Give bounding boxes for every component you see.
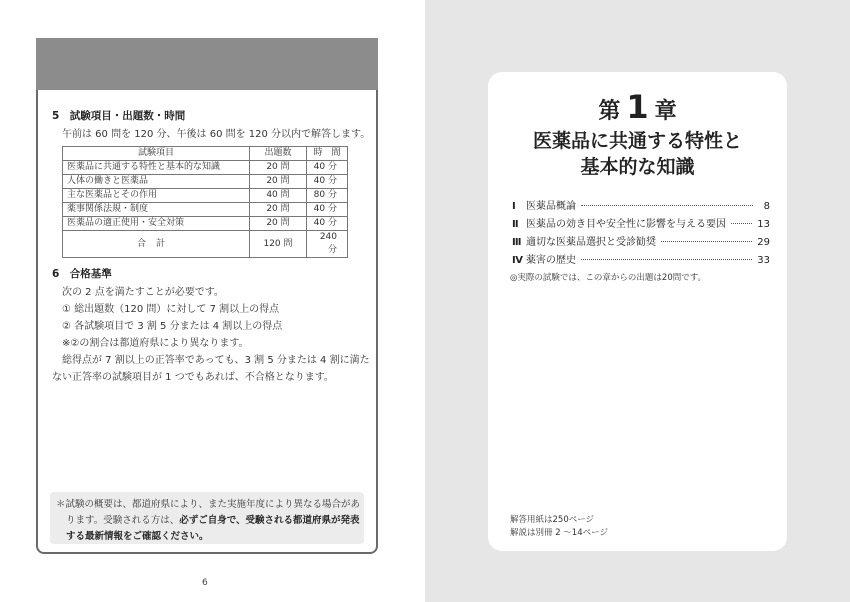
toc-page: 8 [763, 201, 770, 212]
table-cell: 人体の働きと医薬品 [63, 175, 250, 189]
table-cell: 40 分 [307, 203, 348, 217]
criteria-line: ない正答率の試験項目が 1 つでもあれば、不合格となります。 [52, 372, 334, 383]
toc-item[interactable] [512, 233, 770, 249]
chapter-title: 医薬品に共通する特性と [532, 130, 742, 152]
toc-title: 薬害の歴史 [526, 255, 576, 266]
toc-numeral: Ⅳ [512, 255, 523, 266]
chapter-number: 1 [626, 88, 649, 126]
exam-info-box [36, 38, 378, 554]
answer-sheet-note: 解答用紙は250ページ [510, 515, 595, 525]
toc-page: 33 [757, 255, 770, 266]
toc-numeral: Ⅱ [512, 219, 519, 230]
table-cell: 20 問 [250, 175, 307, 189]
table-header: 試験項目 [63, 147, 250, 161]
table-cell: 医薬品に共通する特性と基本的な知識 [63, 161, 250, 175]
table-row [63, 175, 348, 189]
table-cell: 20 問 [250, 203, 307, 217]
table-header: 時 間 [307, 147, 348, 161]
table-total-row [63, 231, 348, 258]
table-header: 出題数 [250, 147, 307, 161]
toc-leader [661, 241, 752, 242]
table-total-count: 120 問 [250, 231, 307, 258]
criteria-line: 総得点が 7 割以上の正答率であっても、3 割 5 分または 4 割に満た [62, 355, 370, 366]
box-header-bar [36, 38, 378, 90]
chapter-prefix: 第 [598, 99, 621, 124]
chapter-suffix: 章 [654, 99, 677, 124]
toc-item[interactable] [512, 197, 770, 213]
toc-title: 医薬品の効き目や安全性に影響を与える要因 [526, 219, 726, 230]
note-line [56, 513, 358, 529]
table-header-row [63, 147, 348, 161]
note-emphasis: する最新情報をご確認ください。 [66, 531, 209, 542]
toc-title: 適切な医薬品選択と受診勧奨 [526, 237, 656, 248]
table-total-time: 240 分 [307, 231, 348, 258]
toc-numeral: Ⅲ [512, 237, 522, 248]
table-total-label: 合計 [63, 231, 250, 258]
table-row [63, 189, 348, 203]
toc-leader [581, 259, 752, 260]
note-emphasis: 必ずご自身で、受験される都道府県が発表 [179, 515, 360, 526]
table-cell: 20 問 [250, 217, 307, 231]
table-row [63, 217, 348, 231]
table-cell: 40 分 [307, 161, 348, 175]
note-line: ＊試験の概要は、都道府県により、また実施年度により異なる場合があ [56, 499, 361, 510]
note-text: ります。受験される方は、 [66, 515, 180, 526]
table-cell: 40 分 [307, 217, 348, 231]
chapter-title: 基本的な知識 [580, 156, 695, 178]
toc-numeral: Ⅰ [512, 201, 516, 212]
toc-page: 13 [757, 219, 770, 230]
criteria-line: 次の 2 点を満たすことが必要です。 [62, 287, 224, 298]
toc-leader [731, 223, 752, 224]
table-cell: 医薬品の適正使用・安全対策 [63, 217, 250, 231]
chapter-card [488, 72, 787, 551]
exam-table [62, 146, 348, 258]
toc-title: 医薬品概論 [526, 201, 576, 212]
table-cell: 主な医薬品とその作用 [63, 189, 250, 203]
table-cell: 20 問 [250, 161, 307, 175]
note-box [50, 492, 364, 544]
criteria-line: ② 各試験項目で 3 割 5 分または 4 割以上の得点 [62, 321, 283, 332]
section6-title: 6 合格基準 [52, 268, 112, 280]
criteria-line: ① 総出題数（120 問）に対して 7 割以上の得点 [62, 304, 280, 315]
table-row [63, 161, 348, 175]
section5-text: 午前は 60 問を 120 分、午後は 60 問を 120 分以内で解答します。 [62, 129, 371, 140]
toc-leader [581, 205, 753, 206]
table-cell: 薬事関係法規・制度 [63, 203, 250, 217]
toc-page: 29 [757, 237, 770, 248]
toc-item[interactable] [512, 215, 770, 231]
toc-item[interactable] [512, 251, 770, 267]
page-number: 6 [202, 578, 208, 588]
table-cell: 40 分 [307, 175, 348, 189]
note-line [56, 529, 358, 545]
table-cell: 40 問 [250, 189, 307, 203]
criteria-line: ※②の割合は都道府県により異なります。 [62, 338, 249, 349]
section5-title: 5 試験項目・出題数・時間 [52, 110, 186, 122]
explanation-note: 解説は別冊 2 〜14ページ [510, 528, 608, 538]
chapter-heading [488, 88, 787, 126]
table-row [63, 203, 348, 217]
table-cell: 80 分 [307, 189, 348, 203]
toc-note: ◎実際の試験では、この章からの出題は20問です。 [510, 273, 707, 283]
